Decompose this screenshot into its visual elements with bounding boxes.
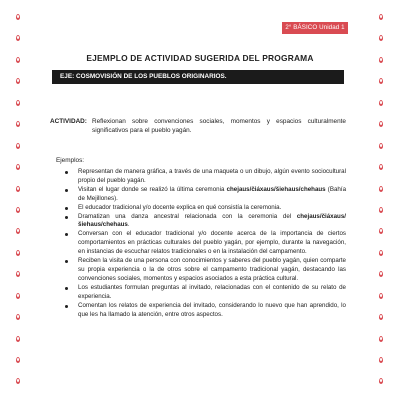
red-dot-icon [378,293,384,299]
list-item [64,168,346,186]
list-item [64,213,346,231]
ceremony-name: chejaus/čiáxaus/šiehaus/chehaus [78,212,346,229]
item-text: Reciben la visita de una persona con conocimientos y saberes del pueblo yagán, quien comparte su propia experiencia o la de otros sobre el campamento tradicional yagán, destacando las convenciones sociales, momentos y espacios asociados a esta práctica cultural. [78,257,346,282]
item-text: Representan de manera gráfica, a través de una maqueta o un dibujo, algún evento sociocultural propio del pueblo yagán. [78,168,346,184]
red-dot-icon [378,378,384,384]
red-dot-icon [15,143,21,149]
red-dot-icon [15,250,21,256]
red-dot-icon [378,78,384,84]
red-dot-icon [15,271,21,277]
list-item [64,230,346,257]
red-dot-icon [378,207,384,213]
red-dot-icon [15,314,21,320]
activity-text: Reflexionan sobre convenciones sociales, momentos y espacios culturalmente significativos para el pueblo yagán. [92,118,346,134]
red-dot-icon [15,357,21,363]
red-dot-icon [378,164,384,170]
red-dot-icon [15,78,21,84]
grade-unit-badge: 2° BÁSICO Unidad 1 [282,22,348,34]
activity-block [50,117,346,135]
red-dot-icon [15,207,21,213]
red-dot-icon [378,228,384,234]
red-dot-icon [15,57,21,63]
item-text: Conversan con el educador tradicional y/o docente acerca de la importancia de ciertos comportamientos en prácticas culturales del pueblo yagán, por ejemplo, durante la navegación, en instancias de escuchar relatos tradicionales o en la instalación del campamento. [78,230,346,256]
red-dot-icon [15,14,21,20]
red-dot-icon [15,186,21,192]
red-dot-icon [15,164,21,170]
red-dot-icon [378,314,384,320]
red-dot-icon [378,250,384,256]
item-text: Visitan el lugar donde se realizó la última ceremonia [78,185,227,193]
red-dot-icon [378,121,384,127]
item-text: Los estudiantes formulan preguntas al invitado, relacionadas con el contenido de su relato de experiencia. [78,283,346,300]
red-dot-icon [378,14,384,20]
red-dot-icon [378,336,384,342]
list-item [64,302,346,320]
red-dot-icon [378,143,384,149]
list-item [64,284,346,302]
examples-label: Ejemplos: [56,157,85,164]
list-item [64,257,346,284]
left-dot-border [14,14,22,400]
list-item [64,186,346,204]
item-text: Dramatizan una danza ancestral relacionada con la ceremonia del [78,212,297,220]
red-dot-icon [15,35,21,41]
red-dot-icon [378,271,384,277]
item-text: Comentan los relatos de experiencia del invitado, considerando lo nuevo que han aprendido, lo que les ha llamado la atención, entre otros aspectos. [78,301,346,318]
eje-banner: EJE: COSMOVISIÓN DE LOS PUEBLOS ORIGINARIOS. [52,70,344,84]
item-text: (Bahía de Mejillones). [78,185,347,202]
red-dot-icon [15,100,21,106]
red-dot-icon [378,57,384,63]
page-title: EJEMPLO DE ACTIVIDAD SUGERIDA DEL PROGRAMA [86,53,314,63]
right-dot-border [377,14,385,400]
item-text: El educador tradicional y/o docente explica en qué consistía la ceremonia. [78,203,282,211]
activity-label: ACTIVIDAD: [50,118,87,125]
ceremony-name: chejaus/čiáxaus/šiehaus/chehaus [226,185,326,193]
red-dot-icon [15,228,21,234]
red-dot-icon [378,35,384,41]
red-dot-icon [15,293,21,299]
examples-list [64,168,346,319]
list-item [64,204,346,213]
red-dot-icon [378,186,384,192]
red-dot-icon [378,100,384,106]
red-dot-icon [378,357,384,363]
item-text: . [127,221,130,229]
red-dot-icon [15,336,21,342]
red-dot-icon [15,378,21,384]
red-dot-icon [15,121,21,127]
